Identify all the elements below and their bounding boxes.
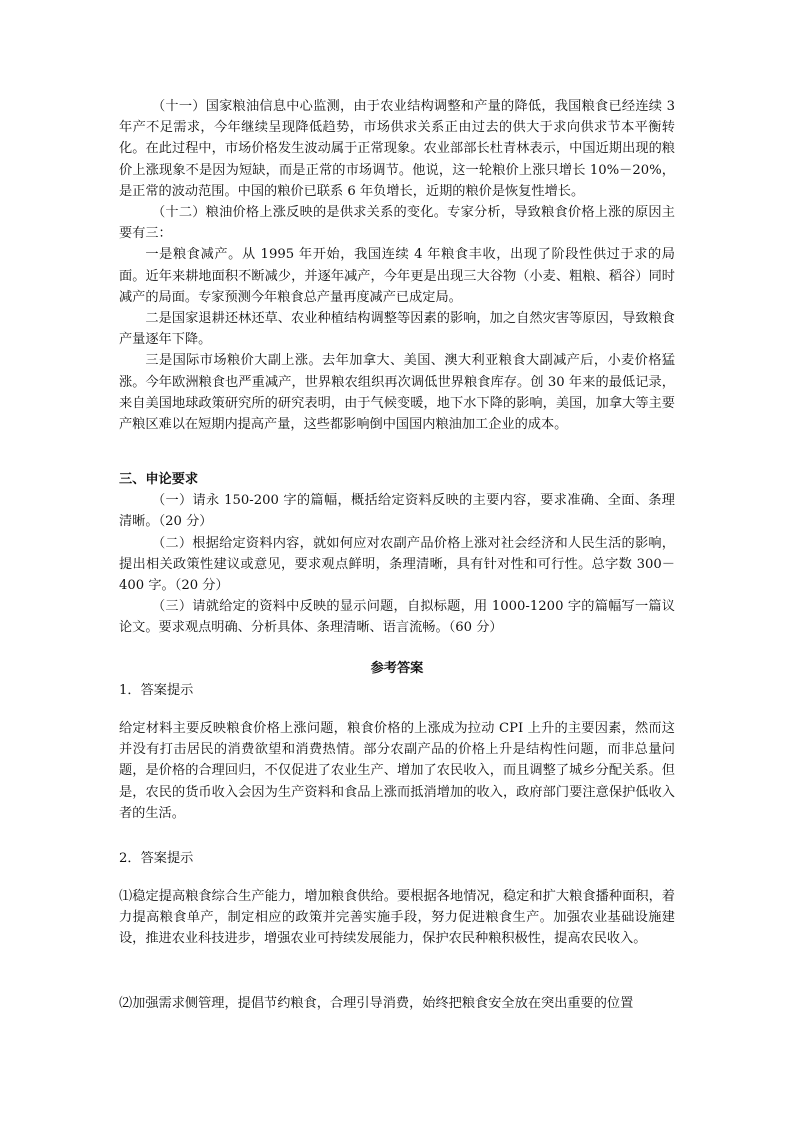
hint1-label: 1．答案提示 [119,683,194,698]
hint2-item-2: ⑵加强需求侧管理，提倡节约粮食，合理引导消费，始终把粮食安全放在突出重要的位置 [119,996,634,1011]
paragraph-11: （十一）国家粮油信息中心监测，由于农业结构调整和产量的降低，我国粮食已经连续 3 年产不足需求，今年继续呈现降低趋势，市场供求关系正由过去的供大于求向供求节本平衡转化。在此过程中，市场价格发生波动属于正常现象。农业部部长杜青林表示，中国近期出现的粮价上涨现象不是因为短缺，而是正常的市场调节。他说，这一轮粮价上涨只增长 10%－20%，是正常的波动范围。中国的粮价已联系 6 年负增长，近期的粮价是恢复性增长。 [119,99,675,199]
requirement-item-3: （三）请就给定的资料中反映的显示问题，自拟标题，用 1000-1200 字的篇幅写一篇议论文。要求观点明确、分析具体、条理清晰、语言流畅。（60 分） [119,599,675,636]
hint2-item-1: ⑴稳定提高粮食综合生产能力，增加粮食供给。要根据各地情况，稳定和扩大粮食播种面积，着力提高粮食单产，制定相应的政策并完善实施手段，努力促进粮食生产。加强农业基础设施建设，推进农业科技进步，增强农业可持续发展能力，保护农民种粮积极性，提高农民收入。 [119,889,675,947]
hint1-body-block [119,718,675,824]
reason-3-paragraph: 三是国际市场粮价大副上涨。去年加拿大、美国、澳大利亚粮食大副减产后，小麦价格猛涨。今年欧洲粮食也严重减产，世界粮农组织再次调低世界粮食库存。创 30 年来的最低记录，来自美国地球政策研究所的研究表明，由于气候变暖，地下水下降的影响，美国，加拿大等主要产粮区难以在短期内提高产量，这些都影响倒中国国内粮油加工企业的成本。 [119,353,675,433]
requirements-section [119,469,675,639]
requirement-item-1: （一）请永 150-200 字的篇幅，概括给定资料反映的主要内容，要求准确、全面、条理清晰。（20 分） [119,493,675,530]
material-section [119,96,675,435]
hint2-item2-block [119,993,675,1014]
reason-1-paragraph: 一是粮食减产。从 1995 年开始，我国连续 4 年粮食丰收，出现了阶段性供过于求的局面。近年来耕地面积不断减少，并逐年减产，今年更是出现三大谷物（小麦、粗粮、稻谷）同时减产的局面。专家预测今年粮食总产量再度减产已成定局。 [119,247,675,305]
hint2-item1-block [119,886,675,950]
hint2-label-block [119,848,675,869]
paragraph-12: （十二）粮油价格上涨反映的是供求关系的变化。专家分析，导致粮食价格上涨的原因主要有三： [119,205,675,242]
hint1-text: 给定材料主要反映粮食价格上涨问题，粮食价格的上涨成为拉动 CPI 上升的主要因素，然而这并没有打击居民的消费欲望和消费热情。部分农副产品的价格上升是结构性问题，而非总量问题，是价格的合理回归，不仅促进了农业生产、增加了农民收入，而且调整了城乡分配关系。但是，农民的货币收入会因为生产资料和食品上涨而抵消增加的收入，政府部门要注意保护低收入者的生活。 [119,721,675,821]
hint1-label-block [119,680,675,701]
answers-title-block [119,658,675,679]
requirement-item-2: （二）根据给定资料内容，就如何应对农副产品价格上涨对社会经济和人民生活的影响，提出相关政策性建议或意见，要求观点鲜明，条理清晰，具有针对性和可行性。总字数 300－400 字。（20 分） [119,535,675,594]
requirements-heading: 三、申论要求 [119,472,199,487]
hint2-label: 2．答案提示 [119,851,194,866]
answers-title: 参考答案 [370,661,424,676]
reason-2-paragraph: 二是国家退耕还林还草、农业种植结构调整等因素的影响，加之自然灾害等原因，导致粮食产量逐年下降。 [119,311,675,348]
